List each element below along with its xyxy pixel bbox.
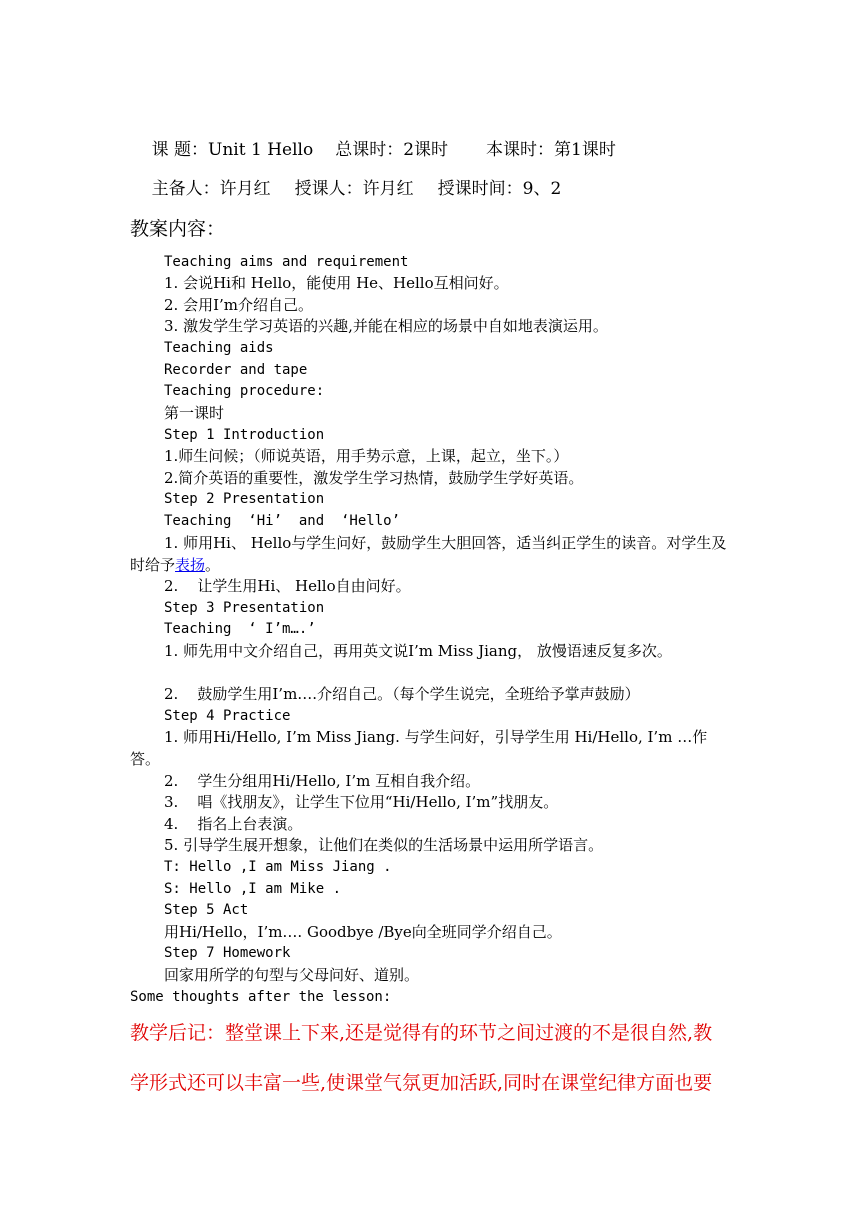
course-title: Unit 1 Hello <box>208 140 314 160</box>
aim-2: 2. 会用I’m介绍自己。 <box>164 296 313 314</box>
lesson-one-label: 第一课时 <box>164 404 225 422</box>
reflection-line-2: 学形式还可以丰富一些,使课堂气氛更加活跃,同时在课堂纪律方面也要 <box>130 1072 713 1094</box>
step-5-heading: Step 5 Act <box>164 902 249 918</box>
section-title: 教案内容： <box>130 218 226 240</box>
step-1-item-1: 1.师生问候；（师说英语，用手势示意，上课，起立，坐下。） <box>164 447 569 465</box>
step-4-heading: Step 4 Practice <box>164 708 291 724</box>
step-3-heading: Step 3 Presentation <box>164 600 325 616</box>
step-4-item-4: 4. 指名上台表演。 <box>164 815 303 833</box>
step-7-heading: Step 7 Homework <box>164 945 291 961</box>
step-2-heading: Step 2 Presentation <box>164 491 325 507</box>
header-people-line <box>130 156 561 222</box>
step-3-item-2: 2. 鼓励学生用I’m….介绍自己。（每个学生说完，全班给予掌声鼓励） <box>164 685 640 703</box>
step-4-item-5: 5. 引导学生展开想象，让他们在类似的生活场景中运用所学语言。 <box>164 836 604 854</box>
step-2-item-2: 2. 让学生用Hi、 Hello自由问好。 <box>164 577 411 595</box>
thoughts-heading: Some thoughts after the lesson: <box>130 989 392 1005</box>
course-label: 课 题： <box>151 140 209 160</box>
aids-text: Recorder and tape <box>164 362 308 378</box>
teacher: 授课人：许月红 <box>294 179 414 199</box>
step-1-heading: Step 1 Introduction <box>164 427 325 443</box>
step-2-teaching: Teaching ‘Hi’ and ‘Hello’ <box>164 513 401 529</box>
lesson-time: 授课时间：9、2 <box>437 179 562 199</box>
step-4-item-3: 3. 唱《找朋友》，让学生下位用“Hi/Hello, I’m”找朋友。 <box>164 793 559 811</box>
total-hours: 总课时：2课时 <box>335 140 449 160</box>
step-4-item-1: 1. 师用Hi/Hello, I’m Miss Jiang. 与学生问好，引导学生用 Hi/Hello, I’m …作答。 <box>130 728 708 768</box>
reflection-line-1: 教学后记：整堂课上下来,还是觉得有的环节之间过渡的不是很自然,教 <box>130 1022 713 1044</box>
procedure-heading: Teaching procedure: <box>164 383 325 399</box>
step-1-item-2: 2.简介英语的重要性，激发学生学习热情，鼓励学生学好英语。 <box>164 469 584 487</box>
preparer: 主备人：许月红 <box>151 179 271 199</box>
this-hour: 本课时：第1课时 <box>486 140 616 160</box>
step-2-item-1: 1. 师用Hi、 Hello与学生问好，鼓励学生大胆回答，适当纠正学生的读音。对学生及时给予表扬。 <box>130 534 727 574</box>
aim-3: 3. 激发学生学习英语的兴趣,并能在相应的场景中自如地表演运用。 <box>164 317 608 335</box>
aim-1: 1. 会说Hi和 Hello，能使用 He、Hello互相问好。 <box>164 274 509 292</box>
step-5-item-1: 用Hi/Hello，I’m…. Goodbye /Bye向全班同学介绍自己。 <box>164 923 562 941</box>
dialog-teacher: T: Hello ,I am Miss Jiang . <box>164 859 392 875</box>
step-4-item-2: 2. 学生分组用Hi/Hello, I’m 互相自我介绍。 <box>164 772 481 790</box>
step-3-teaching: Teaching ‘ I’m….’ <box>164 621 316 637</box>
aims-heading: Teaching aims and requirement <box>164 254 409 270</box>
step-3-item-1: 1. 师先用中文介绍自己，再用英文说I’m Miss Jiang， 放慢语速反复多次。 <box>164 642 672 660</box>
praise-link[interactable]: 表扬 <box>175 555 206 574</box>
dialog-student: S: Hello ,I am Mike . <box>164 881 342 897</box>
step-7-item-1: 回家用所学的句型与父母问好、道别。 <box>164 966 420 984</box>
aids-heading: Teaching aids <box>164 340 274 356</box>
